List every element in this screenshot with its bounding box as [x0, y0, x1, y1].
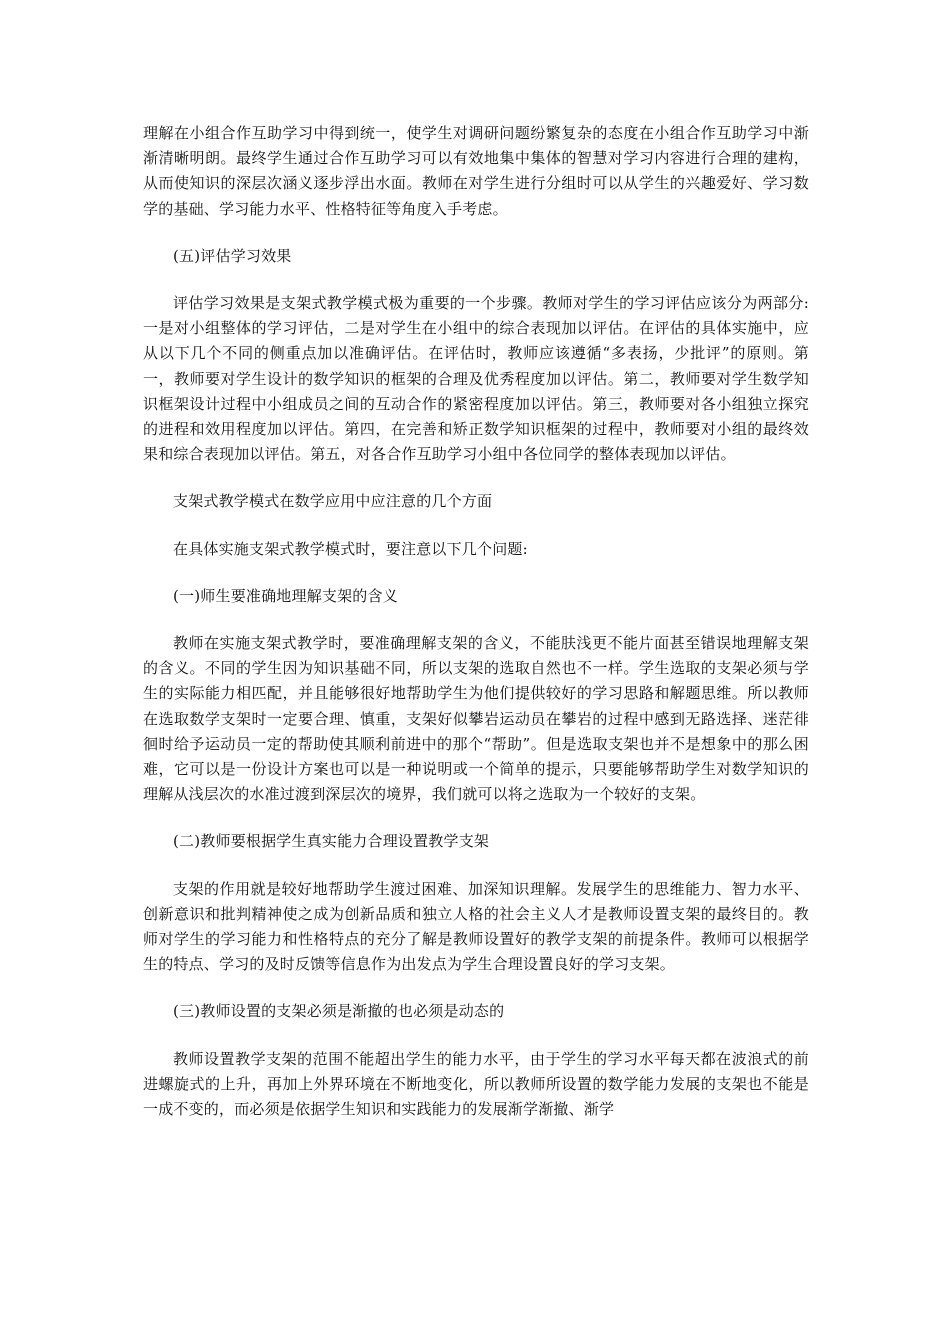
heading-set-scaffold: (二)教师要根据学生真实能力合理设置教学支架	[173, 832, 490, 851]
paragraph-set-scaffold: 支架的作用就是较好地帮助学生渡过困难、加深知识理解。发展学生的思维能力、智力水平、创新意识和批判精神使之成为创新品质和独立人格的社会主义人才是教师设置支架的最终目的。教师对学生的学习能力和性格特点的充分了解是教师设置好的教学支架的前提条件。教师可以根据学生的特点、学习的及时反馈等信息作为出发点为学生合理设置良好的学习支架。	[143, 879, 809, 974]
paragraph-group-work: 理解在小组合作互助学习中得到统一，使学生对调研问题纷繁复杂的态度在小组合作互助学习中渐渐清晰明朗。最终学生通过合作互助学习可以有效地集中集体的智慧对学习内容进行合理的建构，从而使知识的深层次涵义逐步浮出水面。教师在对学生进行分组时可以从学生的兴趣爱好、学习数学的基础、学习能力水平、性格特征等角度入手考虑。	[143, 124, 809, 218]
heading-scaffolding-notes: 支架式教学模式在数学应用中应注意的几个方面	[173, 492, 493, 511]
heading-dynamic-scaffold: (三)教师设置的支架必须是渐撤的也必须是动态的	[173, 1002, 505, 1021]
paragraph-dynamic-scaffold: 教师设置教学支架的范围不能超出学生的能力水平，由于学生的学习水平每天都在波浪式的前进螺旋式的上升，再加上外界环境在不断地变化，所以教师所设置的数学能力发展的支架也不能是一成不变的，而必须是依据学生知识和实践能力的发展渐学渐撤、渐学	[143, 1049, 809, 1119]
paragraph-evaluation: 评估学习效果是支架式教学模式极为重要的一个步骤。教师对学生的学习评估应该分为两部分:一是对小组整体的学习评估，二是对学生在小组中的综合表现加以评估。在评估的具体实施中，应从以下几个不同的侧重点加以准确评估。在评估时，教师应该遵循“多表扬，少批评”的原则。第一，教师要对学生设计的数学知识的框架的合理及优秀程度加以评估。第二，教师要对学生数学知识框架设计过程中小组成员之间的互动合作的紧密程度加以评估。第三，教师要对各小组独立探究的进程和效用程度加以评估。第四，在完善和矫正数学知识框架的过程中，教师要对小组的最终效果和综合表现加以评估。第五，对各合作互助学习小组中各位同学的整体表现加以评估。	[143, 294, 809, 464]
paragraph-intro-issues: 在具体实施支架式教学模式时，要注意以下几个问题:	[173, 539, 528, 558]
heading-understand-scaffold: (一)师生要准确地理解支架的含义	[173, 586, 398, 605]
heading-evaluate-learning: (五)评估学习效果	[173, 246, 292, 265]
paragraph-understand-scaffold: 教师在实施支架式教学时，要准确理解支架的含义，不能肤浅更不能片面甚至错误地理解支架的含义。不同的学生因为知识基础不同，所以支架的选取自然也不一样。学生选取的支架必须与学生的实际能力相匹配，并且能够很好地帮助学生为他们提供较好的学习思路和解题思维。所以教师在选取数学支架时一定要合理、慎重，支架好似攀岩运动员在攀岩的过程中感到无路选择、迷茫徘徊时给予运动员一定的帮助使其顺利前进中的那个“帮助”。但是选取支架也并不是想象中的那么困难，它可以是一份设计方案也可以是一种说明或一个简单的提示，只要能够帮助学生对数学知识的理解从浅层次的水准过渡到深层次的境界，我们就可以将之选取为一个较好的支架。	[143, 634, 809, 804]
document-body	[143, 121, 809, 1144]
